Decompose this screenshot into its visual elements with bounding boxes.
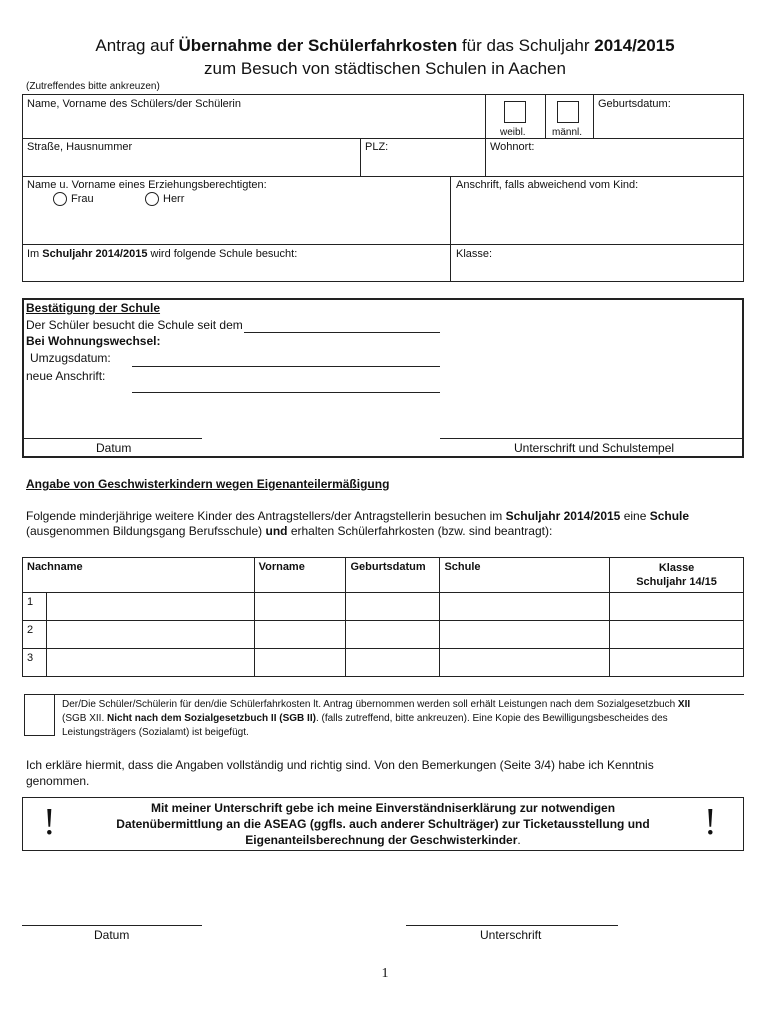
confirmation-heading: Bestätigung der Schule <box>26 301 161 315</box>
consent-text <box>60 800 706 848</box>
row-number: 2 <box>23 621 47 649</box>
sgb-b: XII <box>677 699 691 710</box>
footer-signature-line[interactable] <box>406 925 618 926</box>
move-date-line[interactable] <box>132 366 440 367</box>
exclamation-left-icon: ! <box>43 801 56 843</box>
maennl-checkbox[interactable] <box>557 101 579 123</box>
guardian-address-label: Anschrift, falls abweichend vom Kind: <box>456 179 639 191</box>
siblings-table <box>22 557 744 677</box>
cell-schule[interactable] <box>440 621 610 649</box>
intro-g: erhalten Schülerfahrkosten (bzw. sind beantragt): <box>287 524 553 538</box>
cell-nachname[interactable] <box>46 649 254 677</box>
col-vorname <box>254 558 346 593</box>
title-prefix: Antrag auf <box>95 36 179 55</box>
birthdate-label: Geburtsdatum: <box>598 98 671 110</box>
cell-vorname[interactable] <box>254 649 346 677</box>
weibl-checkbox[interactable] <box>504 101 526 123</box>
col-klasse-label: Klasse <box>658 562 695 574</box>
sgb-text <box>62 698 744 740</box>
siblings-heading: Angabe von Geschwisterkindern wegen Eigenanteilermäßigung <box>26 477 390 491</box>
col-geburtsdatum <box>346 558 440 593</box>
new-address-line[interactable] <box>132 392 440 393</box>
cell-geburtsdatum[interactable] <box>346 649 440 677</box>
consent-line3: Eigenanteilsberechnung der Geschwisterkinder <box>245 833 518 847</box>
footer-date-line[interactable] <box>22 925 202 926</box>
confirmation-signature-line[interactable] <box>440 438 742 439</box>
sgb-f: Leistungsträgers (Sozialamt) ist beigefügt. <box>62 727 249 738</box>
col-klasse <box>610 558 744 593</box>
sgb-c: (SGB XII. <box>62 713 108 724</box>
intro-a: Folgende minderjährige weitere Kinder des Antragstellers/der Antragstellerin besuchen im <box>26 509 506 523</box>
cell-nachname[interactable] <box>46 621 254 649</box>
consent-line2: Datenübermittlung an die ASEAG (ggfls. auch anderer Schulträger) zur Ticketausstellung und <box>116 817 650 831</box>
town-label: Wohnort: <box>490 141 535 153</box>
footer-date-label: Datum <box>94 928 130 942</box>
title-bold: Übernahme der Schülerfahrkosten <box>178 36 458 55</box>
confirmation-signature-label: Unterschrift und Schulstempel <box>514 441 675 455</box>
class-label: Klasse: <box>456 248 493 260</box>
cell-vorname[interactable] <box>254 593 346 621</box>
cell-schule[interactable] <box>440 649 610 677</box>
col-geburtsdatum-label: Geburtsdatum <box>350 561 426 573</box>
school-row-prefix: Im <box>27 248 43 260</box>
plz-label: PLZ: <box>365 141 389 153</box>
move-heading: Bei Wohnungswechsel: <box>26 334 161 348</box>
declaration-text <box>26 757 746 789</box>
street-label: Straße, Hausnummer <box>27 141 133 153</box>
intro-f: und <box>265 524 288 538</box>
intro-d: Schule <box>649 509 690 523</box>
col-nachname <box>23 558 255 593</box>
consent-line3-end: . <box>517 833 521 847</box>
col-klasse-year: Schuljahr 14/15 <box>636 576 717 588</box>
row-number: 1 <box>23 593 47 621</box>
intro-c: eine <box>620 509 650 523</box>
col-vorname-label: Vorname <box>258 561 305 573</box>
form-title <box>0 36 770 56</box>
confirmation-since: Der Schüler besucht die Schule seit dem <box>26 318 243 332</box>
col-nachname-label: Nachname <box>27 561 83 573</box>
cell-vorname[interactable] <box>254 621 346 649</box>
cell-klasse[interactable] <box>610 621 744 649</box>
frau-radio[interactable] <box>53 192 67 206</box>
confirmation-date-line[interactable] <box>22 438 202 439</box>
move-date-label: Umzugsdatum: <box>30 351 111 365</box>
cell-klasse[interactable] <box>610 593 744 621</box>
herr-label: Herr <box>163 193 185 205</box>
cell-geburtsdatum[interactable] <box>346 593 440 621</box>
row-number: 3 <box>23 649 47 677</box>
cell-geburtsdatum[interactable] <box>346 621 440 649</box>
declaration-line1: Ich erkläre hiermit, dass die Angaben vollständig und richtig sind. Von den Bemerkungen (Seite 3/4) habe ich Kenntnis <box>26 758 654 772</box>
herr-radio[interactable] <box>145 192 159 206</box>
since-date-line[interactable] <box>244 332 440 333</box>
sgb-checkbox[interactable] <box>24 694 55 736</box>
school-row-year: Schuljahr 2014/2015 <box>42 248 148 260</box>
title-mid: für das Schuljahr <box>457 36 595 55</box>
declaration-line2: genommen. <box>26 774 90 788</box>
col-schule <box>440 558 610 593</box>
exclamation-right-icon: ! <box>704 801 717 843</box>
new-address-label: neue Anschrift: <box>26 369 106 383</box>
student-name-label: Name, Vorname des Schülers/der Schülerin <box>27 98 241 110</box>
school-row-label <box>27 248 297 261</box>
form-subtitle: zum Besuch von städtischen Schulen in Aachen <box>204 59 566 78</box>
cell-nachname[interactable] <box>46 593 254 621</box>
consent-line1: Mit meiner Unterschrift gebe ich meine Einverständniserklärung zur notwendigen <box>150 801 616 815</box>
intro-b: Schuljahr 2014/2015 <box>505 509 621 523</box>
footer-signature-label: Unterschrift <box>480 928 542 942</box>
intro-e: (ausgenommen Bildungsgang Berufsschule) <box>26 524 266 538</box>
tick-note: (Zutreffendes bitte ankreuzen) <box>26 81 160 92</box>
school-row-suffix: wird folgende Schule besucht: <box>147 248 298 260</box>
weibl-label: weibl. <box>500 127 526 138</box>
sgb-e: . (falls zutreffend, bitte ankreuzen). Eine Kopie des Bewilligungsbescheides des <box>315 713 668 724</box>
guardian-name-label: Name u. Vorname eines Erziehungsberechtigten: <box>27 179 267 191</box>
frau-label: Frau <box>71 193 94 205</box>
sgb-d: Nicht nach dem Sozialgesetzbuch II (SGB II) <box>107 713 316 724</box>
siblings-intro <box>26 509 746 539</box>
cell-schule[interactable] <box>440 593 610 621</box>
maennl-label: männl. <box>552 127 583 138</box>
page-number: 1 <box>381 966 389 981</box>
title-year: 2014/2015 <box>594 36 675 55</box>
col-schule-label: Schule <box>444 561 481 573</box>
confirmation-date-label: Datum <box>96 441 132 455</box>
sgb-a: Der/Die Schüler/Schülerin für den/die Schülerfahrkosten lt. Antrag übernommen werden soll erhält Leistungen nach dem Sozialgesetzbuch <box>62 699 678 710</box>
cell-klasse[interactable] <box>610 649 744 677</box>
